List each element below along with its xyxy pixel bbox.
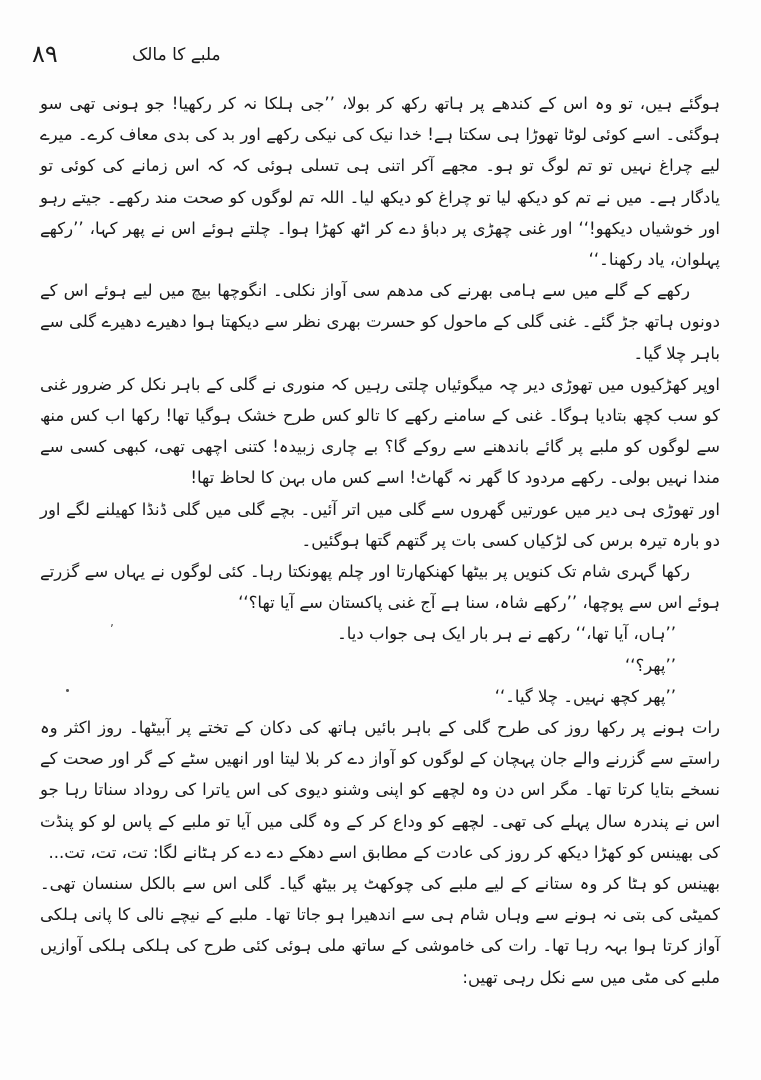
paragraph: بھینس کو ہٹا کر وہ ستانے کے لیے ملبے کی چوکھٹ پر بیٹھ گیا۔ گلی اس سے بالکل سنسان تھی۔ کمیٹی کی بتی نہ ہونے سے وہاں شام ہی سے اندھیرا ہو جاتا تھا۔ ملبے کے نیچے نالی کا پانی ہلکی آواز کرتا ہوا بہہ رہا تھا۔ رات کی خاموشی کے ساتھ ملی ہوئی کئی طرح کی ہلکی ہلکی آوازیں ملبے کی مٹی میں سے نکل رہی تھیں:: [40, 874, 720, 987]
dialogue-line: ’’ہاں، آیا تھا،‘‘ رکھے نے ہر بار ایک ہی جواب دیا۔: [337, 624, 676, 644]
page-header: [32, 40, 732, 70]
paragraph: اوپر کھڑکیوں میں تھوڑی دیر چہ میگوئیاں چلتی رہیں کہ منوری نے گلی کے باہر نکل کر ضرور غنی کو سب کچھ بتادیا ہوگا۔ غنی کے سامنے رکھے کا تالو کس طرح خشک ہوگیا تھا! رکھا اب کس منھ سے لوگوں کو ملبے پر گائے باندھنے سے روکے گا؟ بے چاری زبیدہ! کتنی اچھی تھی، کبھی کسی سے مندا نہیں بولی۔ رکھے مردود کا گھر نہ گھاٹ! اسے کس ماں بہن کا لحاظ تھا!: [40, 374, 720, 488]
paragraph: اور تھوڑی ہی دیر میں عورتیں گھروں سے گلی میں اتر آئیں۔ بچے گلی میں گلی ڈنڈا کھیلنے لگے اور دو بارہ تیرہ برس کی لڑکیاں کسی بات پر گتھم گتھا ہوگئیں۔: [40, 499, 720, 550]
story-text: [40, 88, 720, 993]
paragraph: ہوگئے ہیں، تو وہ اس کے کندھے پر ہاتھ رکھ کر بولا، ’’جی ہلکا نہ کر رکھیا! جو ہونی تھی سو ہوگئی۔ اسے کوئی لوٹا تھوڑا ہی سکتا ہے! خدا نیک کی نیکی رکھے اور بد کی بدی معاف کرے۔ میرے لیے چراغ نہیں تو تم لوگ تو ہو۔ مجھے آکر اتنی ہی تسلی ہوئی کہ کہ اس زمانے کی کوئی تو یادگار ہے۔ میں نے تم کو دیکھ لیا تو چراغ کو دیکھ لیا۔ اللہ تم لوگوں کو صحت مند رکھے۔ جیتے رہو اور خوشیاں دیکھو!‘‘ اور غنی چھڑی پر دباؤ دے کر اٹھ کھڑا ہوا۔ چلتے ہوئے اس نے پھر کہا، ’’رکھے پہلوان، یاد رکھنا۔‘‘: [40, 94, 720, 270]
dialogue-line: ’’پھر؟‘‘: [624, 655, 676, 675]
paragraph: رات ہونے پر رکھا روز کی طرح گلی کے باہر بائیں ہاتھ کی دکان کے تختے پر آبیٹھا۔ روز اکثر وہ راستے سے گزرنے والے جان پہچان کے لوگوں کو آواز دے کر بلا لیتا اور انھیں سٹے کے گر اور صحت کے نسخے بتایا کرتا تھا۔ مگر اس دن وہ لچھے کو اپنی وشنو دیوی کی اس یاترا کی روداد سناتا رہا جو اس نے پندرہ سال پہلے کی تھی۔ لچھے کو وداع کر کے وہ گلی میں آیا تو ملبے کے پاس لو کو پنڈت کی بھینس کو کھڑا دیکھ کر روز کی عادت کے مطابق اسے دھکے دے دے کر ہٹانے لگا: تت، تت، تت...: [40, 718, 720, 862]
dialogue-line: ’’پھر کچھ نہیں۔ چلا گیا۔‘‘: [494, 686, 676, 706]
paragraph: رکھا گہری شام تک کنویں پر بیٹھا کھنکھارتا اور چلم پھونکتا رہا۔ کئی لوگوں نے یہاں سے گزرتے ہوئے اس سے پوچھا، ’’رکھے شاہ، سنا ہے آج غنی پاکستان سے آیا تھا؟‘‘: [40, 562, 720, 613]
page-number: ۸۹: [32, 40, 58, 68]
stray-mark: [66, 689, 69, 692]
running-title: ملبے کا مالک: [132, 45, 221, 65]
stray-tick-mark: ʼ: [110, 622, 114, 636]
paragraph: رکھے کے گلے میں سے ہامی بھرنے کی مدھم سی آواز نکلی۔ انگوچھا بیچ میں لیے ہوئے اس کے دونوں ہاتھ جڑ گئے۔ غنی گلی کے ماحول کو حسرت بھری نظر سے دیکھتا ہوا دھیرے دھیرے گلی سے باہر چلا گیا۔: [40, 281, 720, 363]
